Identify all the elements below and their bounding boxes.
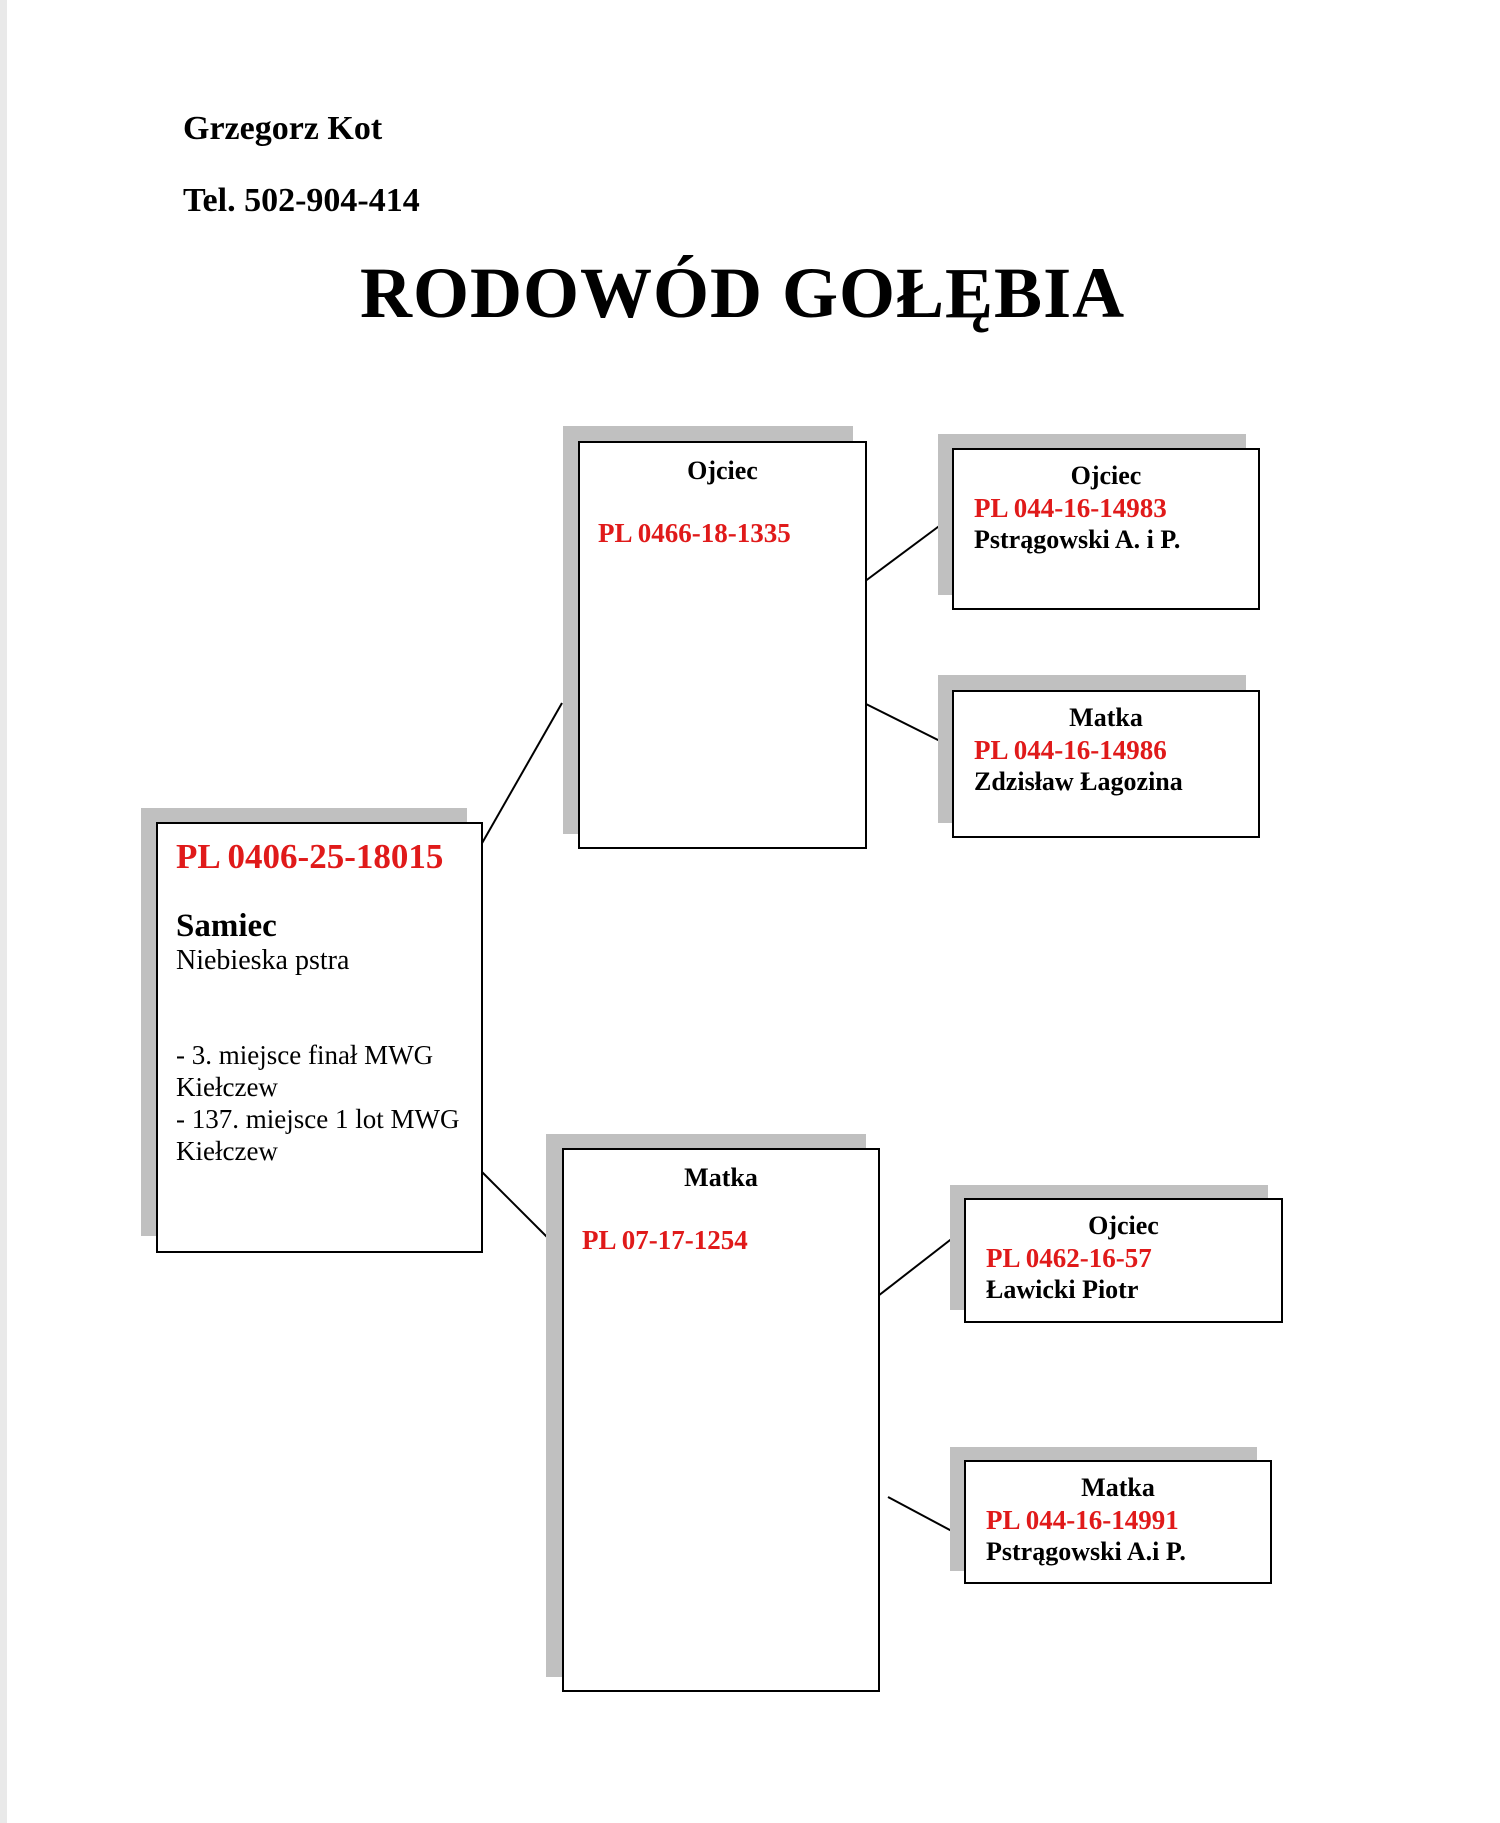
mf-ring: PL 0462-16-57 bbox=[986, 1243, 1152, 1273]
ff-label: Ojciec bbox=[1070, 461, 1142, 490]
document-title: RODOWÓD GOŁĘBIA bbox=[360, 253, 1126, 333]
father-father-card bbox=[952, 448, 1260, 610]
father-card bbox=[578, 441, 867, 849]
mf-label: Ojciec bbox=[1088, 1211, 1159, 1240]
achievement-item: - 3. miejsce finał MWG Kiełczew bbox=[176, 1040, 434, 1102]
pigeon-card bbox=[156, 822, 483, 1253]
father-mother-card bbox=[952, 690, 1260, 838]
mm-ring: PL 044-16-14991 bbox=[986, 1505, 1179, 1535]
pigeon-achievements bbox=[176, 1039, 481, 1167]
ff-breeder: Pstrągowski A. i P. bbox=[974, 525, 1181, 554]
mother-ring: PL 07-17-1254 bbox=[582, 1225, 748, 1255]
fm-breeder: Zdzisław Łagozina bbox=[974, 767, 1183, 796]
owner-phone: Tel. 502-904-414 bbox=[183, 182, 420, 219]
father-label: Ojciec bbox=[687, 456, 758, 485]
mother-card bbox=[562, 1148, 880, 1692]
pigeon-color: Niebieska pstra bbox=[176, 945, 350, 976]
mm-breeder: Pstrągowski A.i P. bbox=[986, 1537, 1186, 1566]
mf-breeder: Ławicki Piotr bbox=[986, 1275, 1139, 1304]
fm-label: Matka bbox=[1069, 703, 1143, 732]
fm-ring: PL 044-16-14986 bbox=[974, 735, 1167, 765]
pigeon-sex: Samiec bbox=[176, 908, 277, 944]
ff-ring: PL 044-16-14983 bbox=[974, 493, 1167, 523]
achievement-item: - 137. miejsce 1 lot MWG Kiełczew bbox=[176, 1104, 460, 1166]
mother-father-card bbox=[964, 1198, 1283, 1323]
mother-label: Matka bbox=[684, 1163, 758, 1192]
mother-mother-card bbox=[964, 1460, 1272, 1584]
owner-name: Grzegorz Kot bbox=[183, 110, 383, 147]
father-ring: PL 0466-18-1335 bbox=[598, 518, 791, 548]
mm-label: Matka bbox=[1081, 1473, 1155, 1502]
pigeon-ring: PL 0406-25-18015 bbox=[176, 837, 444, 876]
connector-pigeon-father bbox=[481, 703, 562, 845]
